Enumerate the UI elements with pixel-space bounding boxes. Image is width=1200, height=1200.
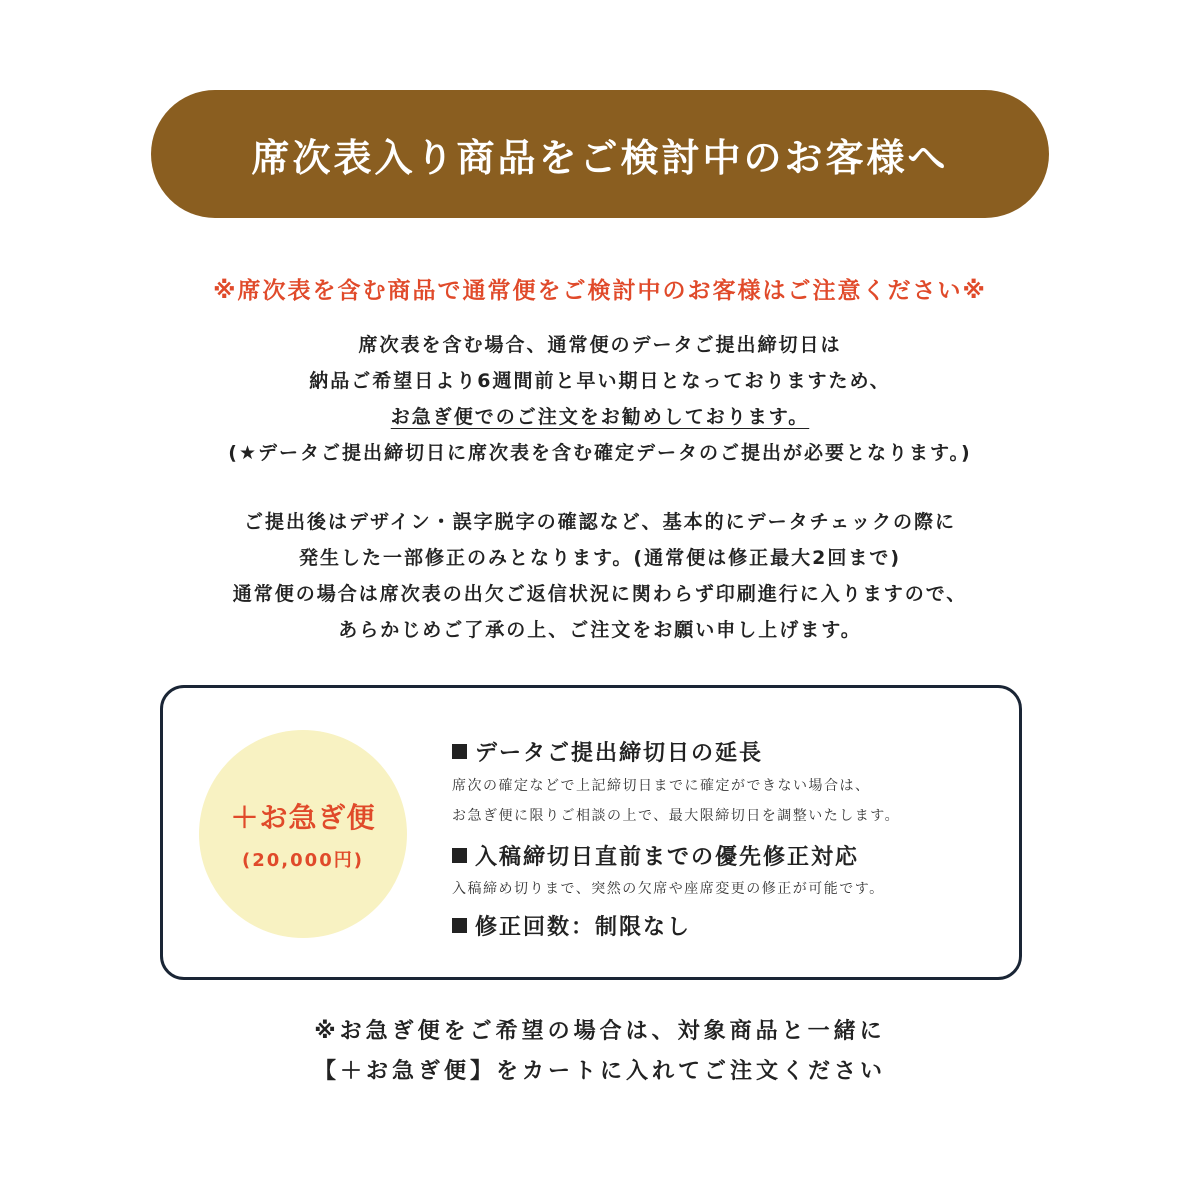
feature-heading: 入稿締切日直前までの優先修正対応 (452, 840, 859, 871)
feature-heading: 修正回数：制限なし (452, 910, 691, 941)
header-banner (151, 90, 1049, 218)
banner-title: 席次表入り商品をご検討中のお客様へ (251, 135, 949, 180)
paragraph-line: 席次表を含む場合、通常便のデータご提出締切日は (358, 334, 842, 356)
feature-description: 入稿締め切りまで、突然の欠席や座席変更の修正が可能です。 (452, 881, 885, 897)
feature-description: 席次の確定などで上記締切日までに確定ができない場合は、 (452, 778, 871, 794)
footer-note (0, 1012, 1200, 1092)
square-bullet-icon (452, 918, 467, 933)
paragraph-line: あらかじめご了承の上、ご注文をお願い申し上げます。 (338, 619, 862, 641)
feature-heading: データご提出締切日の延長 (452, 736, 763, 767)
express-badge (199, 730, 407, 938)
square-bullet-icon (452, 744, 467, 759)
express-option-box (160, 685, 1022, 980)
footer-line: 【＋お急ぎ便】をカートに入れてご注文ください (313, 1059, 886, 1084)
paragraph-line: 納品ご希望日より6週間前と早い期日となっておりますため、 (309, 370, 891, 392)
paragraph-line: 通常便の場合は席次表の出欠ご返信状況に関わらず印刷進行に入りますので、 (232, 583, 968, 605)
express-price: (20,000円) (242, 850, 364, 871)
paragraph-line (0, 399, 1200, 435)
paragraph-line: ご提出後はデザイン・誤字脱字の確認など、基本的にデータチェックの際に (243, 511, 957, 533)
warning-notice: ※席次表を含む商品で通常便をご検討中のお客様はご注意ください※ (213, 278, 987, 304)
revision-paragraph (0, 504, 1200, 648)
recommend-text: お急ぎ便でのご注文をお勧めしております。 (390, 406, 810, 428)
paragraph-line: 発生した一部修正のみとなります。(通常便は修正最大2回まで) (298, 547, 902, 569)
feature-description: お急ぎ便に限りご相談の上で、最大限締切日を調整いたします。 (452, 808, 901, 824)
footer-line: ※お急ぎ便をご希望の場合は、対象商品と一緒に (314, 1019, 886, 1044)
deadline-paragraph (0, 327, 1200, 471)
paragraph-line: (★データご提出締切日に席次表を含む確定データのご提出が必要となります。) (228, 442, 972, 464)
express-title: ＋お急ぎ便 (230, 801, 376, 834)
square-bullet-icon (452, 848, 467, 863)
